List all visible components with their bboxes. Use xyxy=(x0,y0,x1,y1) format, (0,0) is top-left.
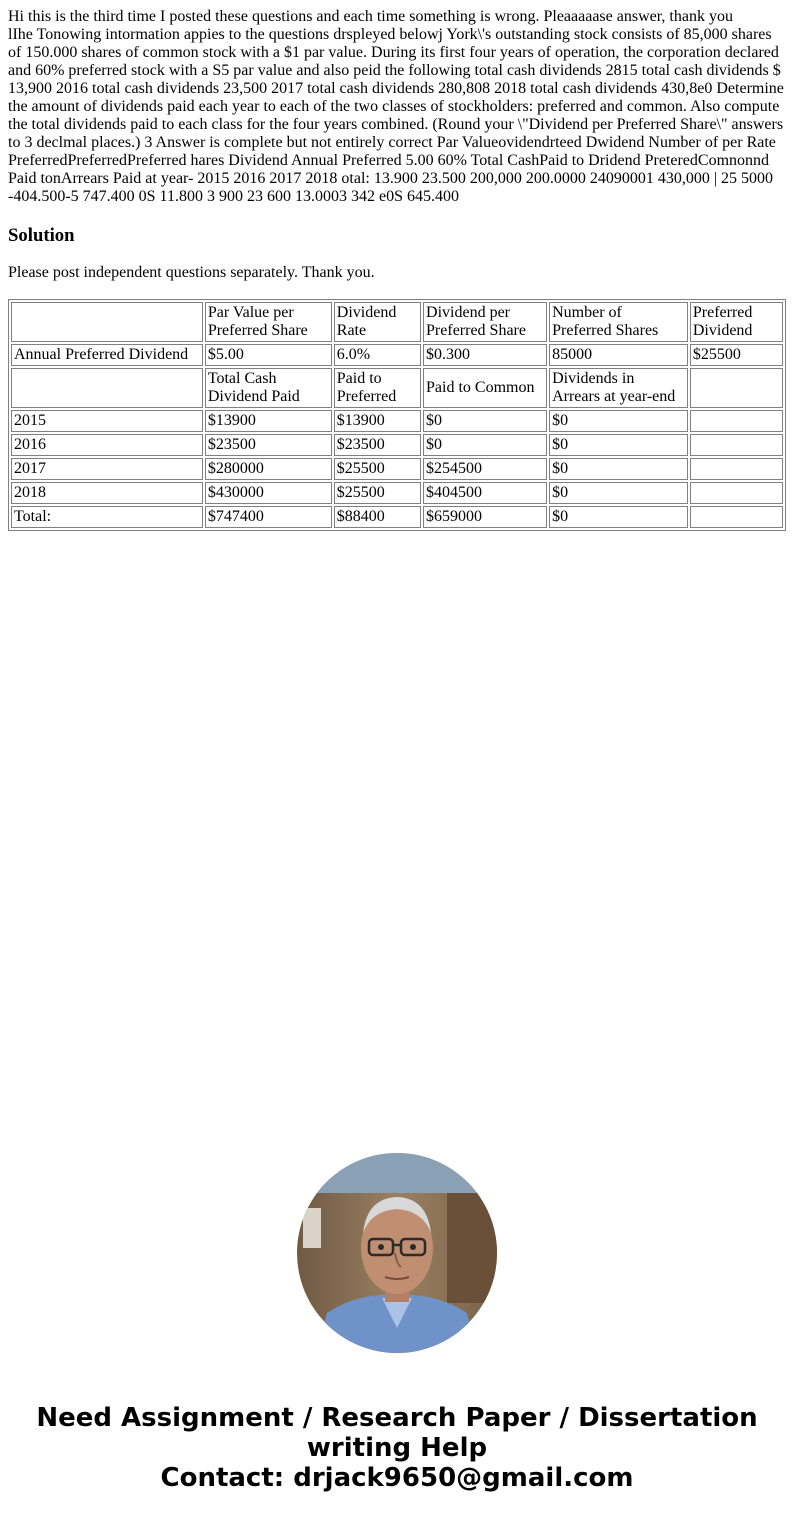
table-cell xyxy=(690,506,783,528)
promo-banner xyxy=(0,1403,794,1493)
table-cell: $0 xyxy=(423,434,547,456)
table-row xyxy=(11,458,783,480)
table-header-cell: Dividend per Preferred Share xyxy=(423,302,547,342)
table-header-cell: Number of Preferred Shares xyxy=(549,302,688,342)
table-row xyxy=(11,410,783,432)
table-cell: $13900 xyxy=(205,410,332,432)
table-header-row xyxy=(11,368,783,408)
promo-line: Need Assignment / Research Paper / Dissertation xyxy=(36,1403,758,1433)
table-header-row xyxy=(11,302,783,342)
promo-contact: Contact: drjack9650@gmail.com xyxy=(160,1463,634,1493)
table-header-cell: Par Value per Preferred Share xyxy=(205,302,332,342)
promo-line: writing Help xyxy=(306,1433,488,1463)
table-cell xyxy=(690,458,783,480)
table-cell: $747400 xyxy=(205,506,332,528)
table-row xyxy=(11,434,783,456)
table-cell: 2015 xyxy=(11,410,203,432)
table-cell: $0 xyxy=(549,434,688,456)
table-cell: $5.00 xyxy=(205,344,332,366)
table-cell xyxy=(690,482,783,504)
table-header-cell: Total Cash Dividend Paid xyxy=(205,368,332,408)
table-cell: $0 xyxy=(423,410,547,432)
table-cell xyxy=(11,368,203,408)
table-cell: $404500 xyxy=(423,482,547,504)
table-cell: 2017 xyxy=(11,458,203,480)
table-cell: $254500 xyxy=(423,458,547,480)
avatar-portrait xyxy=(297,1153,497,1353)
solution-heading: Solution xyxy=(8,225,75,246)
table-cell: $25500 xyxy=(334,482,421,504)
question-intro: Hi this is the third time I posted these questions and each time something is wrong. Pleaaaaase answer, thank you xyxy=(8,8,733,25)
table-cell: $659000 xyxy=(423,506,547,528)
person-photo-icon xyxy=(297,1153,497,1353)
solution-note: Please post independent questions separately. Thank you. xyxy=(8,264,375,281)
table-cell: 2018 xyxy=(11,482,203,504)
table-header-cell: Paid to Common xyxy=(423,368,547,408)
table-cell: $430000 xyxy=(205,482,332,504)
table-header-cell: Dividend Rate xyxy=(334,302,421,342)
table-cell xyxy=(11,302,203,342)
table-cell: $88400 xyxy=(334,506,421,528)
table-cell: $25500 xyxy=(690,344,783,366)
table-cell: $0 xyxy=(549,458,688,480)
table-header-cell: Paid to Preferred xyxy=(334,368,421,408)
question-text xyxy=(8,8,786,206)
table-header-cell: Dividends in Arrears at year-end xyxy=(549,368,688,408)
table-cell xyxy=(690,368,783,408)
table-cell: $23500 xyxy=(334,434,421,456)
table-cell: $13900 xyxy=(334,410,421,432)
table-cell xyxy=(690,434,783,456)
table-cell: $25500 xyxy=(334,458,421,480)
table-cell: 2016 xyxy=(11,434,203,456)
table-row xyxy=(11,482,783,504)
table-row-annual xyxy=(11,344,783,366)
table-cell: $280000 xyxy=(205,458,332,480)
table-header-cell: Preferred Dividend xyxy=(690,302,783,342)
dividend-table xyxy=(8,299,786,531)
table-cell: $0 xyxy=(549,410,688,432)
table-cell: $0 xyxy=(549,506,688,528)
table-cell: $23500 xyxy=(205,434,332,456)
question-body: lIhe Tonowing intormation appies to the questions drspleyed belowj York\'s outstanding stock consists of 85,000 shares of 150.000 shares of common stock with a $1 par value. During its first four years of operation, the corporation declared and 60% preferred stock with a S5 par value and also peid the following total cash dividends 2815 total cash dividends $ 13,900 2016 total cash dividends 23,500 2017 total cash dividends 280,808 2018 total cash dividends 430,8e0 Determine the amount of dividends paid each year to each of the two classes of stockholders: preferred and common. Also compute the total dividends paid to each class for the four years combined. (Round your \"Dividend per Preferred Share\" answers to 3 declmal places.) 3 Answer is complete but not entirely correct Par Valueovidendrteed Dwidend Number of per Rate PreferredPreferredPreferred hares Dividend Annual Preferred 5.00 60% Total CashPaid to Dridend PreteredComnonnd Paid tonArrears Paid at year- 2015 2016 2017 2018 otal: 13.900 23.500 200,000 200.0000 24090001 430,000 | 25 5000 -404.500-5 747.400 0S 11.800 3 900 23 600 13.0003 342 e0S 645.400 xyxy=(8,26,784,205)
table-cell: 85000 xyxy=(549,344,688,366)
table-cell xyxy=(690,410,783,432)
table-row-total xyxy=(11,506,783,528)
table-cell: $0.300 xyxy=(423,344,547,366)
table-cell: Annual Preferred Dividend xyxy=(11,344,203,366)
table-cell: 6.0% xyxy=(334,344,421,366)
table-cell: Total: xyxy=(11,506,203,528)
table-cell: $0 xyxy=(549,482,688,504)
